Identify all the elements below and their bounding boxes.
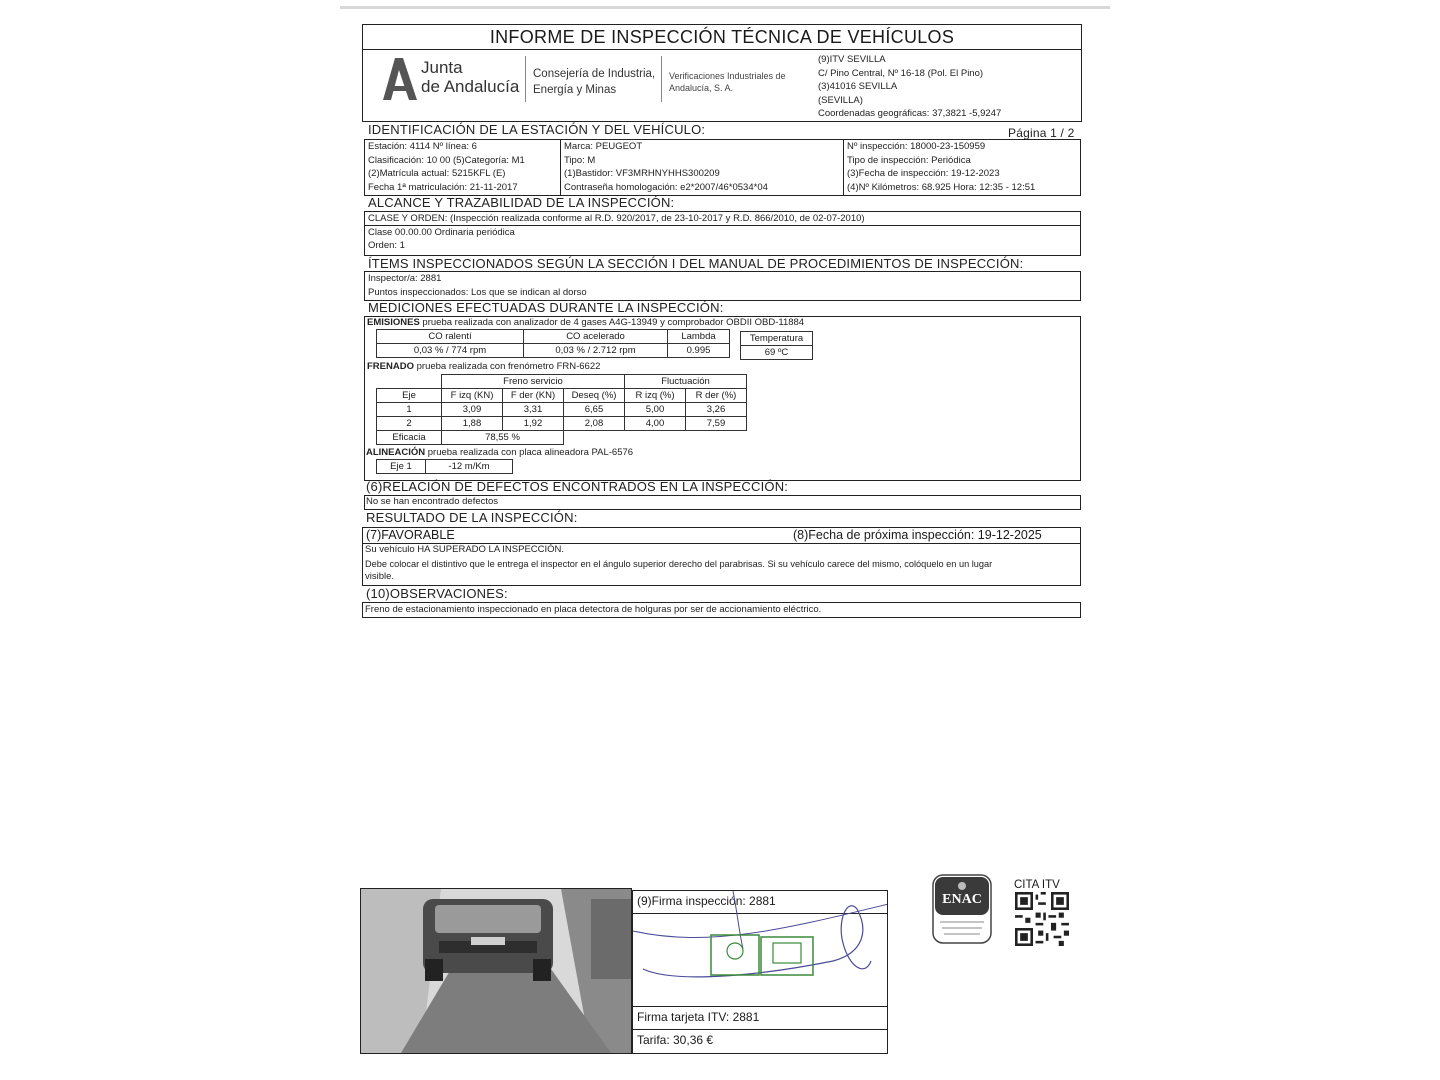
junta-andalucia-logo-icon	[379, 56, 419, 102]
identificacion-box	[364, 139, 1081, 196]
blank-cell	[564, 431, 747, 445]
enac-seal	[932, 874, 992, 944]
eficacia-value: 78,55 %	[442, 431, 564, 445]
blank-cell	[377, 375, 442, 389]
temperatura-cell: 69 ºC	[741, 346, 813, 360]
itv-line: Coordenadas geográficas: 37,3821 -5,9247	[818, 108, 1002, 120]
frenado-cell: 7,59	[686, 417, 747, 431]
inspector-text: Inspector/a: 2881	[368, 273, 442, 284]
consejeria-text	[533, 66, 655, 98]
frenado-header: F der (KN)	[503, 389, 564, 403]
emisiones-desc: prueba realizada con analizador de 4 gases A4G-13949 y comprobador OBDII OBD-11884	[419, 317, 805, 328]
puntos-text: Puntos inspeccionados: Los que se indican al dorso	[368, 287, 587, 298]
resultado-line3: visible.	[365, 571, 395, 582]
enac-seal-icon	[932, 874, 992, 944]
signature-box	[632, 890, 888, 1054]
observaciones-box	[362, 602, 1081, 618]
frenado-cell: 3,09	[442, 403, 503, 417]
frenado-cell: 5,00	[625, 403, 686, 417]
defectos-text: No se han encontrado defectos	[366, 496, 499, 507]
resultado-title: RESULTADO DE LA INSPECCIÓN:	[366, 510, 578, 525]
table-row	[377, 417, 747, 431]
resultado-line2: Debe colocar el distintivo que le entrega el inspector en el ángulo superior derecho del parabrisas. Si su vehículo carece del mismo, colóquelo en un lugar	[365, 559, 993, 569]
alineacion-desc: prueba realizada con placa alineadora PAL-6576	[425, 447, 634, 458]
itv-line: (SEVILLA)	[818, 94, 863, 106]
fluctuacion-header: Fluctuación	[625, 375, 747, 389]
info-line: (4)Nº Kilómetros: 68.925 Hora: 12:35 - 12:51	[847, 181, 1036, 193]
frenado-header: R izq (%)	[625, 389, 686, 403]
itv-line: (9)ITV SEVILLA	[818, 54, 886, 65]
itv-line: (3)41016 SEVILLA	[818, 81, 898, 93]
defectos-title: (6)RELACIÓN DE DEFECTOS ENCONTRADOS EN LA INSPECCIÓN:	[366, 479, 789, 494]
frenado-header: R der (%)	[686, 389, 747, 403]
frenado-cell: 2	[377, 417, 442, 431]
temperatura-table	[740, 331, 813, 360]
logo-line1: Junta	[421, 58, 463, 77]
frenado-cell: 1	[377, 403, 442, 417]
table-row	[377, 403, 747, 417]
firma-inspeccion-label: (9)Firma inspección: 2881	[637, 894, 776, 908]
station-info	[368, 140, 525, 194]
frenado-cell: 4,00	[625, 417, 686, 431]
emisiones-label: EMISIONES	[367, 317, 420, 328]
alineacion-line	[366, 446, 633, 460]
frenado-cell: 1,88	[442, 417, 503, 431]
enac-label: ENAC	[942, 892, 982, 907]
frenado-cell: 1,92	[503, 417, 564, 431]
frenado-line	[367, 360, 600, 374]
eje-value: -12 m/Km	[426, 460, 513, 474]
items-title: ÍTEMS INSPECCIONADOS SEGÚN LA SECCIÓN I DEL MANUAL DE PROCEDIMIENTOS DE INSPECCIÓN:	[368, 256, 1024, 271]
vehicle-photo	[360, 888, 632, 1054]
divider	[661, 56, 662, 102]
frenado-header: F izq (KN)	[442, 389, 503, 403]
info-line: Tipo de inspección: Periódica	[847, 154, 971, 166]
emisiones-cell: 0,03 % / 774 rpm	[377, 344, 524, 358]
items-box	[364, 271, 1081, 301]
clase-orden-box	[364, 211, 1081, 226]
eje-label: Eje 1	[377, 460, 426, 474]
itv-line: C/ Pino Central, Nº 16-18 (Pol. El Pino)	[818, 67, 984, 79]
emisiones-header: CO acelerado	[524, 330, 668, 344]
cita-itv-label: CITA ITV	[1014, 879, 1060, 891]
emisiones-line	[367, 316, 804, 330]
emisiones-table	[376, 329, 730, 358]
document-header	[362, 50, 1082, 122]
frenado-header: Deseq (%)	[564, 389, 625, 403]
info-line: Clasificación: 10 00 (5)Categoría: M1	[368, 154, 525, 166]
divider	[633, 1029, 887, 1030]
itv-station-address	[818, 53, 1001, 121]
car-photo-icon	[361, 889, 631, 1053]
alineacion-table	[376, 459, 513, 474]
page-number: Página 1 / 2	[1008, 126, 1075, 140]
qr-code-icon[interactable]	[1015, 892, 1069, 946]
verif-line2: Andalucía, S. A.	[669, 83, 734, 93]
vehicle-info	[564, 140, 768, 194]
resultado-box	[362, 543, 1081, 586]
frenado-table	[376, 374, 747, 445]
divider	[560, 140, 561, 195]
document-title: INFORME DE INSPECCIÓN TÉCNICA DE VEHÍCULOS	[362, 24, 1082, 50]
frenado-cell: 3,26	[686, 403, 747, 417]
info-line: (1)Bastidor: VF3MRHNYHHS300209	[564, 168, 720, 179]
info-line: (2)Matrícula actual: 5215KFL (E)	[368, 168, 506, 179]
frenado-label: FRENADO	[367, 361, 414, 372]
info-line: (3)Fecha de inspección: 19-12-2023	[847, 168, 1000, 179]
emisiones-header: CO ralentí	[377, 330, 524, 344]
divider	[843, 140, 844, 195]
observaciones-text: Freno de estacionamiento inspeccionado en placa detectora de holguras por ser de accionamiento eléctrico.	[365, 604, 822, 615]
inspection-info	[847, 140, 1035, 194]
verificaciones-text	[669, 70, 786, 94]
consejeria-line2: Energía y Minas	[533, 84, 617, 96]
clase-box	[364, 225, 1081, 256]
info-line: Nº inspección: 18000-23-150959	[847, 141, 986, 152]
defectos-box	[364, 495, 1081, 510]
divider	[633, 1006, 887, 1007]
clase-text: Clase 00.00.00 Ordinaria periódica	[368, 227, 515, 238]
scan-edge	[340, 6, 1110, 9]
emisiones-cell: 0.995	[668, 344, 730, 358]
info-line: Fecha 1ª matriculación: 21-11-2017	[368, 181, 518, 193]
resultado-line1: Su vehículo HA SUPERADO LA INSPECCIÓN.	[365, 544, 565, 555]
alcance-title: ALCANCE Y TRAZABILIDAD DE LA INSPECCIÓN:	[368, 195, 675, 210]
freno-servicio-header: Freno servicio	[442, 375, 625, 389]
firma-tarjeta-label: Firma tarjeta ITV: 2881	[637, 1010, 760, 1024]
info-line: Marca: PEUGEOT	[564, 141, 643, 152]
info-line: Estación: 4114 Nº línea: 6	[368, 141, 477, 152]
emisiones-cell: 0,03 % / 2.712 rpm	[524, 344, 668, 358]
tarifa-label: Tarifa: 30,36 €	[637, 1033, 714, 1047]
frenado-cell: 2,08	[564, 417, 625, 431]
identificacion-title: IDENTIFICACIÓN DE LA ESTACIÓN Y DEL VEHÍCULO:	[368, 122, 706, 137]
signature-stamp-icon	[633, 891, 887, 1009]
info-line: Contraseña homologación: e2*2007/46*0534*04	[564, 181, 768, 193]
proxima-inspeccion-text: (8)Fecha de próxima inspección: 19-12-2025	[793, 528, 1042, 542]
frenado-desc: prueba realizada con frenómetro FRN-6622	[413, 361, 601, 372]
temperatura-header: Temperatura	[741, 332, 813, 346]
frenado-header: Eje	[377, 389, 442, 403]
orden-text: Orden: 1	[368, 240, 405, 251]
favorable-box	[362, 527, 1081, 544]
eficacia-label: Eficacia	[377, 431, 442, 445]
observaciones-title: (10)OBSERVACIONES:	[366, 586, 508, 601]
frenado-cell: 6,65	[564, 403, 625, 417]
frenado-cell: 3,31	[503, 403, 564, 417]
junta-logo-text	[421, 58, 519, 96]
clase-orden-text: CLASE Y ORDEN: (Inspección realizada conforme al R.D. 920/2017, de 23-10-2017 y R.D. 866/2010, de 02-07-2010)	[368, 213, 865, 224]
mediciones-title: MEDICIONES EFECTUADAS DURANTE LA INSPECCIÓN:	[368, 300, 724, 315]
divider	[525, 56, 526, 102]
favorable-text: (7)FAVORABLE	[366, 528, 455, 542]
info-line: Tipo: M	[564, 154, 596, 166]
emisiones-header: Lambda	[668, 330, 730, 344]
verif-line1: Verificaciones Industriales de	[669, 71, 786, 81]
alineacion-label: ALINEACIÓN	[366, 447, 426, 458]
consejeria-line1: Consejería de Industria,	[533, 68, 656, 80]
logo-line2: de Andalucía	[421, 77, 520, 96]
